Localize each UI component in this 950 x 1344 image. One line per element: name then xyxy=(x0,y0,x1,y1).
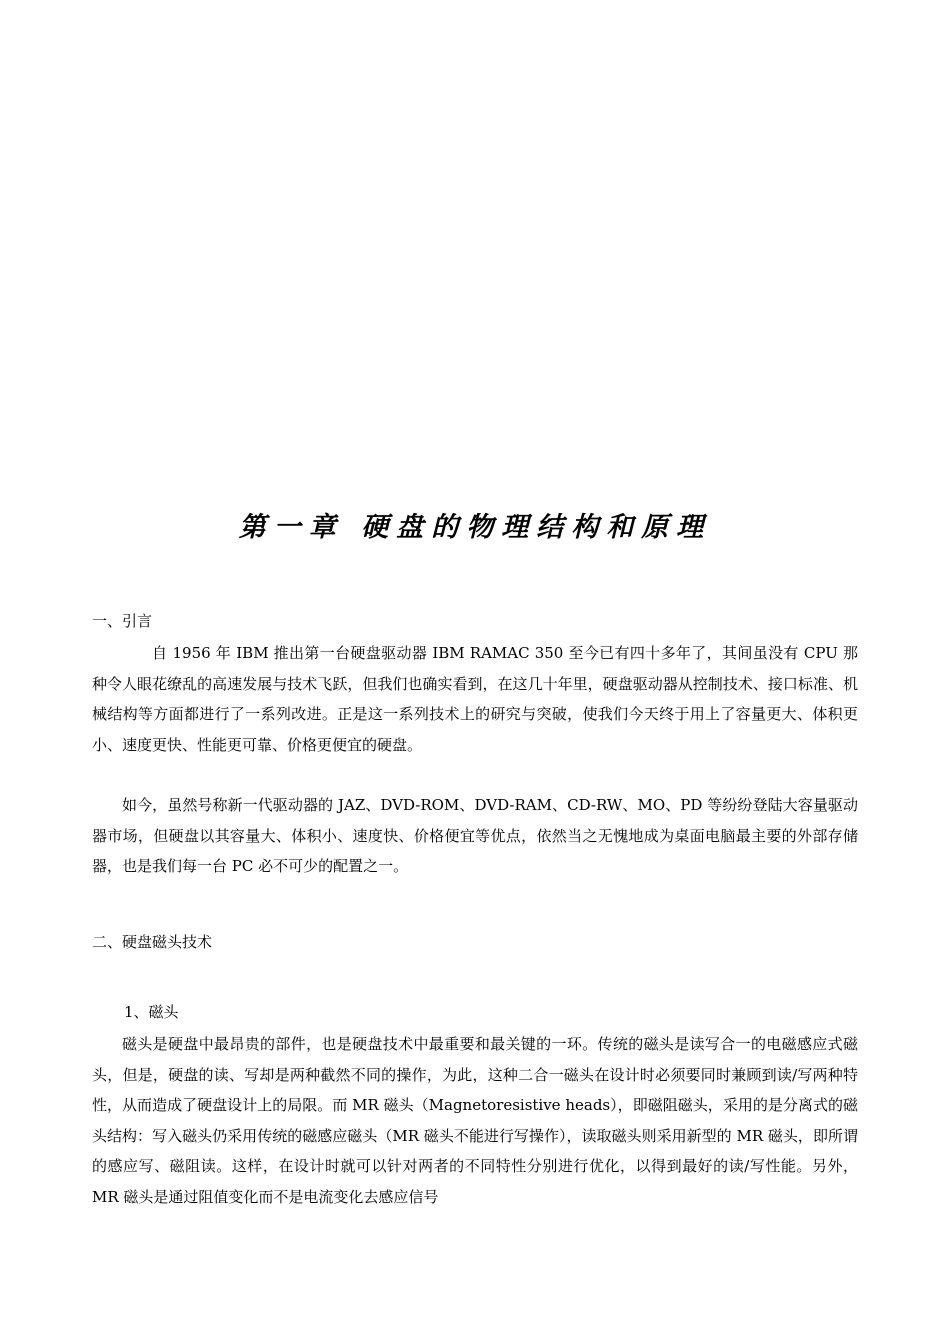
section-heading-intro: 一、引言 xyxy=(92,612,153,630)
chapter-title: 第一章 硬盘的物理结构和原理 xyxy=(238,512,712,543)
sub-heading-head: 1、磁头 xyxy=(124,1003,179,1021)
head-paragraph-1-text: 磁头是硬盘中最昂贵的部件，也是硬盘技术中最重要和最关键的一环。传统的磁头是读写合一的电磁感应式磁头，但是，硬盘的读、写却是两种截然不同的操作，为此，这种二合一磁头在设计时必须要同时兼顾到读/写两种特性，从而造成了硬盘设计上的局限。而 MR 磁头（Magnetoresistive heads），即磁阻磁头，采用的是分离式的磁头结构：写入磁头仍采用传统的磁感应磁头（MR 磁头不能进行写操作），读取磁头则采用新型的 MR 磁头，即所谓的感应写、磁阻读。这样，在设计时就可以针对两者的不同特性分别进行优化，以得到最好的读/写性能。另外，MR 磁头是通过阻值变化而不是电流变化去感应信号 xyxy=(92,1035,858,1206)
intro-paragraph-1 xyxy=(92,638,858,760)
intro-paragraph-2 xyxy=(92,790,858,882)
intro-paragraph-2-text: 如今，虽然号称新一代驱动器的 JAZ、DVD-ROM、DVD-RAM、CD-RW、MO、PD 等纷纷登陆大容量驱动器市场，但硬盘以其容量大、体积小、速度快、价格便宜等优点，依然当之无愧地成为桌面电脑最主要的外部存储器，也是我们每一台 PC 必不可少的配置之一。 xyxy=(92,796,858,875)
head-paragraph-1 xyxy=(92,1029,858,1212)
section-heading-head-tech: 二、硬盘磁头技术 xyxy=(92,933,213,951)
intro-paragraph-1-text: 自 1956 年 IBM 推出第一台硬盘驱动器 IBM RAMAC 350 至今已有四十多年了，其间虽没有 CPU 那种令人眼花缭乱的高速发展与技术飞跃，但我们也确实看到，在这几十年里，硬盘驱动器从控制技术、接口标准、机械结构等方面都进行了一系列改进。正是这一系列技术上的研究与突破，使我们今天终于用上了容量更大、体积更小、速度更快、性能更可靠、价格更便宜的硬盘。 xyxy=(92,644,858,754)
